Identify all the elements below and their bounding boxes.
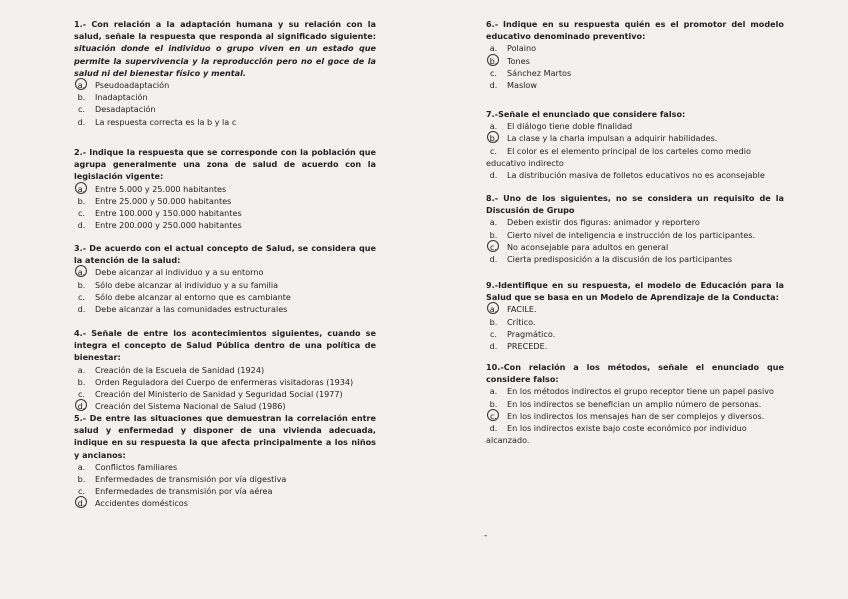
circled-answer-letter: a. [486, 303, 501, 315]
answer-text: Inadaptación [95, 92, 148, 103]
circled-answer-letter: a. [74, 183, 89, 195]
answer-option [486, 398, 784, 410]
answer-text: PRECEDE. [507, 341, 548, 352]
stray-mark: - [484, 531, 488, 541]
answer-option [74, 376, 376, 388]
circled-answer-letter: a. [74, 79, 89, 91]
answer-letter: a. [489, 121, 498, 132]
answer-letter: a. [489, 386, 498, 397]
circled-answer-letter: d. [74, 400, 89, 412]
question-text [486, 18, 784, 42]
answer-letter: c. [489, 328, 498, 339]
question-10 [486, 361, 784, 446]
answer-letter: b. [489, 398, 498, 409]
question-text [74, 18, 376, 79]
question-text-segment: 8.- Uno de los siguientes, no se considera un requisito de la Discusión de Grupo [486, 193, 784, 216]
answer-text: Maslow [507, 80, 537, 91]
answer-option [486, 253, 784, 265]
question-8 [486, 192, 784, 265]
answer-letter: c. [77, 291, 86, 302]
answer-letter: c. [77, 486, 86, 497]
answer-letter: d. [489, 254, 498, 265]
question-text-segment: 7.-Señale el enunciado que considere falso: [486, 109, 686, 119]
answer-text: En los indirectos existe bajo coste económico por individuo alcanzado. [486, 423, 747, 446]
question-4 [74, 327, 376, 412]
answer-text: La respuesta correcta es la b y la c [95, 116, 237, 127]
answer-letter: d. [489, 80, 498, 91]
answer-option [486, 316, 784, 328]
answer-text: Creación de la Escuela de Sanidad (1924) [95, 364, 265, 375]
question-text-segment: 9.-Identifique en su respuesta, el modelo de Educación para la Salud que se basa en un Modelo de Aprendizaje de la Conducta: [486, 280, 784, 303]
answer-option [74, 207, 376, 219]
answer-text: En los indirectos los mensajes han de ser complejos y diversos. [507, 410, 765, 421]
answer-text: Enfermedades de transmisión por vía digestiva [95, 474, 287, 485]
answer-letter: b. [77, 279, 86, 290]
answer-letter: c. [77, 208, 86, 219]
answer-option [74, 279, 376, 291]
answer-text: Cierta predisposición a la discusión de los participantes [507, 254, 733, 265]
answer-text: FACILE. [507, 304, 537, 315]
answer-text: Accidentes domésticos [95, 498, 188, 509]
answer-letter: c. [77, 104, 86, 115]
question-text [74, 242, 376, 266]
answer-letter: c. [489, 145, 498, 156]
answer-option [486, 42, 784, 54]
answer-letter: d. [489, 423, 498, 434]
answer-letter: b. [77, 474, 86, 485]
answer-option [74, 388, 376, 400]
answer-text: La distribución masiva de folletos educativos no es aconsejable [507, 170, 765, 181]
answer-option [486, 169, 784, 181]
answer-option [74, 485, 376, 497]
answer-text: El diálogo tiene doble finalidad [507, 121, 633, 132]
answer-option [74, 266, 376, 278]
circled-answer-letter: b. [486, 55, 501, 67]
answer-text: Debe alcanzar a las comunidades estructurales [95, 304, 288, 315]
answer-option [74, 219, 376, 231]
question-text [486, 279, 784, 303]
question-6 [486, 18, 784, 91]
answer-text: La clase y la charla impulsan a adquirir habilidades. [507, 133, 718, 144]
answer-letter: b. [77, 92, 86, 103]
question-text-segment: situación donde el individuo o grupo viven en un estado que permite la supervivencia y la reproducción pero no el goce de la salud ni del bienestar físico y mental. [74, 43, 376, 78]
question-5 [74, 412, 376, 510]
answer-option [486, 229, 784, 241]
question-text-segment: 2.- Indique la respuesta que se corresponde con la población que agrupa generalmente una zona de salud de acuerdo con la legislación vigente: [74, 147, 376, 182]
question-text-segment: 1.- Con relación a la adaptación humana y su relación con la salud, señale la respuesta que responda al significado siguiente: [74, 19, 376, 42]
answer-option [486, 303, 784, 315]
answer-letter: a. [489, 43, 498, 54]
circled-answer-letter: d. [74, 497, 89, 509]
answer-text: Entre 25.000 y 50.000 habitantes [95, 195, 232, 206]
question-text-segment: 5.- De entre las situaciones que demuestran la correlación entre salud y enfermedad y disponer de una vivienda adecuada, indique en su respuesta la que afecta principalmente a los niños y ancianos: [74, 413, 376, 460]
answer-option [486, 422, 784, 446]
answer-text: Conflictos familiares [95, 461, 178, 472]
answer-option [74, 364, 376, 376]
answer-text: Enfermedades de transmisión por vía aérea [95, 486, 273, 497]
answer-letter: d. [489, 341, 498, 352]
answer-text: Sólo debe alcanzar al individuo y a su familia [95, 279, 279, 290]
answer-letter: d. [77, 304, 86, 315]
answer-option [486, 385, 784, 397]
answer-text: Entre 5.000 y 25.000 habitantes [95, 183, 227, 194]
answer-option [74, 461, 376, 473]
question-text [486, 192, 784, 216]
circled-answer-letter: a. [74, 266, 89, 278]
answer-text: Orden Reguladora del Cuerpo de enfermeras visitadoras (1934) [95, 376, 354, 387]
answer-option [486, 241, 784, 253]
answer-option [74, 103, 376, 115]
answer-text: Tones [507, 55, 530, 66]
circled-answer-letter: c. [486, 241, 501, 253]
answer-option [486, 340, 784, 352]
answer-option [486, 79, 784, 91]
answer-letter: b. [77, 376, 86, 387]
answer-text: Crítico. [507, 316, 536, 327]
answer-letter: c. [77, 389, 86, 400]
answer-text: Entre 100.000 y 150.000 habitantes [95, 208, 242, 219]
answer-option [74, 303, 376, 315]
question-2 [74, 146, 376, 231]
answer-text: Creación del Sistema Nacional de Salud (1986) [95, 401, 286, 412]
answer-letter: d. [77, 116, 86, 127]
answer-option [486, 145, 784, 169]
question-text-segment: 4.- Señale de entre los acontecimientos siguientes, cuando se integra el concepto de Salud Pública dentro de una política de bienestar: [74, 328, 376, 363]
question-text [74, 146, 376, 183]
answer-text: Sólo debe alcanzar al entorno que es cambiante [95, 291, 291, 302]
question-7 [486, 108, 784, 181]
question-text [486, 361, 784, 385]
answer-letter: a. [77, 461, 86, 472]
answer-letter: b. [489, 229, 498, 240]
answer-text: Desadaptación [95, 104, 156, 115]
answer-letter: b. [77, 195, 86, 206]
answer-text: En los métodos indirectos el grupo receptor tiene un papel pasivo [507, 386, 774, 397]
answer-option [74, 497, 376, 509]
answer-option [486, 216, 784, 228]
answer-text: Cierto nivel de inteligencia e instrucción de los participantes. [507, 229, 756, 240]
question-text-segment: 6.- Indique en su respuesta quién es el promotor del modelo educativo denominado preventivo: [486, 19, 784, 42]
question-text [74, 412, 376, 461]
answer-text: El color es el elemento principal de los carteles como medio educativo indirecto [486, 145, 751, 168]
circled-answer-letter: c. [486, 410, 501, 422]
answer-option [486, 67, 784, 79]
answer-text: En los indirectos se benefician un amplio número de personas. [507, 398, 762, 409]
answer-letter: a. [77, 364, 86, 375]
question-text [74, 327, 376, 364]
question-1 [74, 18, 376, 128]
answer-option [486, 328, 784, 340]
answer-option [74, 183, 376, 195]
answer-text: Pseudoadaptación [95, 80, 170, 91]
question-3 [74, 242, 376, 315]
answer-text: Sánchez Martos [507, 67, 572, 78]
answer-letter: d. [77, 220, 86, 231]
question-text [486, 108, 784, 120]
answer-letter: a. [489, 217, 498, 228]
answer-text: Entre 200.000 y 250.000 habitantes [95, 220, 242, 231]
answer-option [74, 79, 376, 91]
question-text-segment: 3.- De acuerdo con el actual concepto de Salud, se considera que la atención de la salud: [74, 243, 376, 266]
answer-option [74, 91, 376, 103]
answer-text: Creación del Ministerio de Sanidad y Seguridad Social (1977) [95, 389, 343, 400]
circled-answer-letter: b. [486, 132, 501, 144]
answer-option [74, 116, 376, 128]
answer-option [486, 410, 784, 422]
answer-text: Pragmático. [507, 328, 556, 339]
answer-option [486, 132, 784, 144]
answer-option [486, 120, 784, 132]
answer-letter: d. [489, 170, 498, 181]
question-text-segment: 10.-Con relación a los métodos, señale el enunciado que considere falso: [486, 362, 784, 385]
answer-option [486, 55, 784, 67]
answer-option [74, 400, 376, 412]
answer-option [74, 195, 376, 207]
answer-letter: c. [489, 67, 498, 78]
answer-letter: b. [489, 316, 498, 327]
answer-option [74, 291, 376, 303]
question-9 [486, 279, 784, 352]
answer-text: Polaino [507, 43, 537, 54]
answer-text: Debe alcanzar al individuo y a su entorno [95, 267, 264, 278]
answer-text: No aconsejable para adultos en general [507, 241, 669, 252]
answer-option [74, 473, 376, 485]
answer-text: Deben existir dos figuras: animador y reportero [507, 217, 700, 228]
